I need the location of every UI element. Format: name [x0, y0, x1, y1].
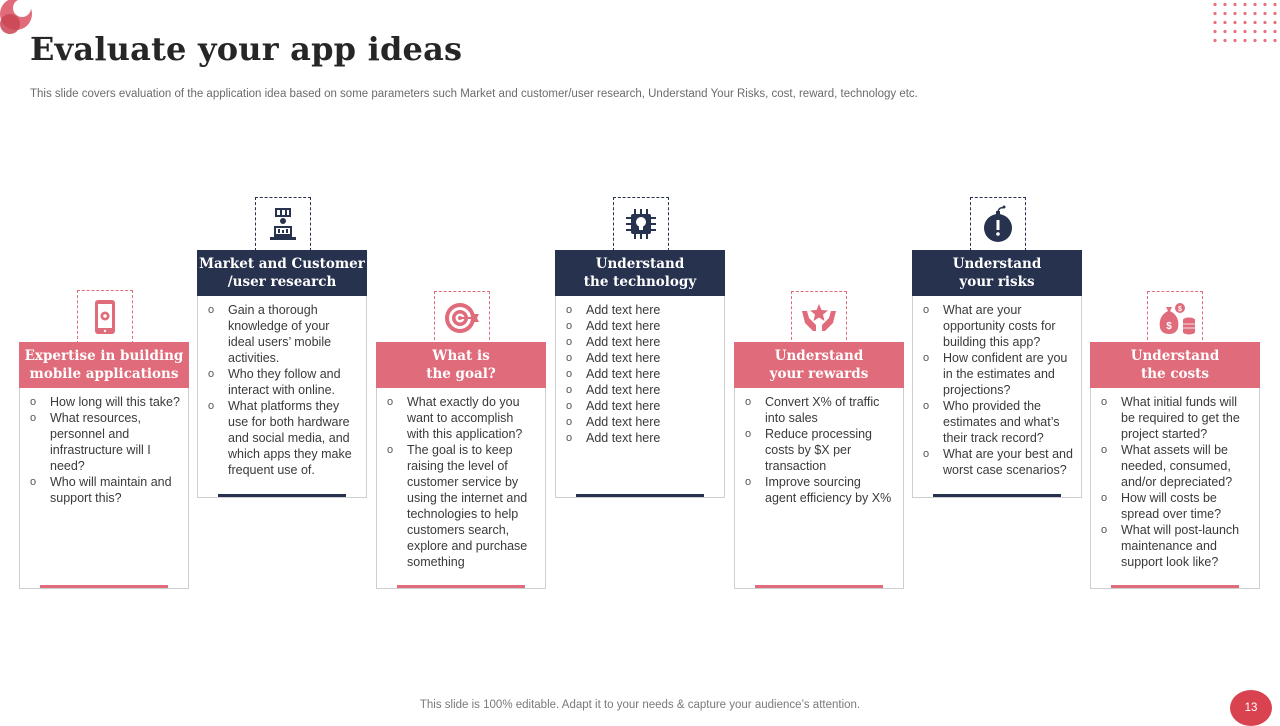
- list-item: o How long will this take?: [30, 394, 180, 410]
- list-item: o What platforms they use for both hardware and social media, and which apps they make frequent use of.: [208, 398, 358, 478]
- list-item: o Add text here: [566, 430, 716, 446]
- list-item: o Convert X% of traffic into sales: [745, 394, 895, 426]
- card-accent-bar: [933, 494, 1061, 497]
- list-item: o What exactly do you want to accomplish with this application?: [387, 394, 537, 442]
- list-item: o Add text here: [566, 382, 716, 398]
- decorative-dot-grid: [1208, 0, 1278, 48]
- svg-text:$: $: [1166, 321, 1172, 332]
- target-icon: [434, 291, 490, 345]
- list-item: o Improve sourcing agent efficiency by X%: [745, 474, 895, 506]
- card-risks: [912, 250, 1082, 498]
- chip-icon: [613, 197, 669, 251]
- list-item: o What are your best and worst case scenarios?: [923, 446, 1073, 478]
- card-title: Expertise in building mobile applications: [19, 342, 189, 388]
- bomb-warning-icon: [970, 197, 1026, 251]
- list-item: o The goal is to keep raising the level of customer service by using the internet and technologies to help customers search, explore and purchase something: [387, 442, 537, 570]
- footer-note: This slide is 100% editable. Adapt it to your needs & capture your audience’s attention.: [419, 699, 861, 711]
- list-item: o How confident are you in the estimates and projections?: [923, 350, 1073, 398]
- card-title: Market and Customer /user research: [197, 250, 367, 296]
- money-bag-coins-icon: [1147, 291, 1203, 345]
- list-item: o What initial funds will be required to get the project started?: [1101, 394, 1251, 442]
- svg-text:$: $: [1178, 306, 1182, 313]
- page-subtitle: This slide covers evaluation of the application idea based on some parameters such Market and customer/user research, Understand Your Risks, cost, reward, technology etc.: [30, 88, 918, 100]
- card-list: [1091, 394, 1259, 570]
- card-list: [20, 394, 188, 506]
- card-market-research: [197, 250, 367, 498]
- card-list: [556, 302, 724, 446]
- list-item: o Add text here: [566, 366, 716, 382]
- market-research-icon: [255, 197, 311, 251]
- list-item: o Add text here: [566, 334, 716, 350]
- card-title: Understand the costs: [1090, 342, 1260, 388]
- card-accent-bar: [1111, 585, 1239, 588]
- list-item: o What assets will be needed, consumed, and/or depreciated?: [1101, 442, 1251, 490]
- list-item: o Reduce processing costs by $X per transaction: [745, 426, 895, 474]
- hands-star-icon: [791, 291, 847, 345]
- list-item: o Gain a thorough knowledge of your ideal users’ mobile activities.: [208, 302, 358, 366]
- card-title: Understand the technology: [555, 250, 725, 296]
- smartphone-gear-icon: [77, 290, 133, 344]
- list-item: o Add text here: [566, 414, 716, 430]
- list-item: o Add text here: [566, 398, 716, 414]
- card-technology: [555, 250, 725, 498]
- list-item: o What resources, personnel and infrastructure will I need?: [30, 410, 180, 474]
- card-expertise: [19, 342, 189, 589]
- card-list: [198, 302, 366, 478]
- card-accent-bar: [218, 494, 346, 497]
- list-item: o What will post-launch maintenance and support look like?: [1101, 522, 1251, 570]
- list-item: o What are your opportunity costs for building this app?: [923, 302, 1073, 350]
- list-item: o Who they follow and interact with online.: [208, 366, 358, 398]
- list-item: o Who provided the estimates and what’s their track record?: [923, 398, 1073, 446]
- card-costs: [1090, 342, 1260, 589]
- card-accent-bar: [576, 494, 704, 497]
- card-title: What is the goal?: [376, 342, 546, 388]
- list-item: o Add text here: [566, 350, 716, 366]
- card-accent-bar: [397, 585, 525, 588]
- card-title: Understand your risks: [912, 250, 1082, 296]
- card-goal: [376, 342, 546, 589]
- card-list: [735, 394, 903, 506]
- card-accent-bar: [40, 585, 168, 588]
- list-item: o Add text here: [566, 302, 716, 318]
- page-title: Evaluate your app ideas: [30, 30, 463, 68]
- list-item: o Who will maintain and support this?: [30, 474, 180, 506]
- card-accent-bar: [755, 585, 883, 588]
- card-list: [377, 394, 545, 570]
- page-number-badge: 13: [1230, 690, 1272, 726]
- card-list: [913, 302, 1081, 478]
- card-rewards: [734, 342, 904, 589]
- card-title: Understand your rewards: [734, 342, 904, 388]
- list-item: o Add text here: [566, 318, 716, 334]
- list-item: o How will costs be spread over time?: [1101, 490, 1251, 522]
